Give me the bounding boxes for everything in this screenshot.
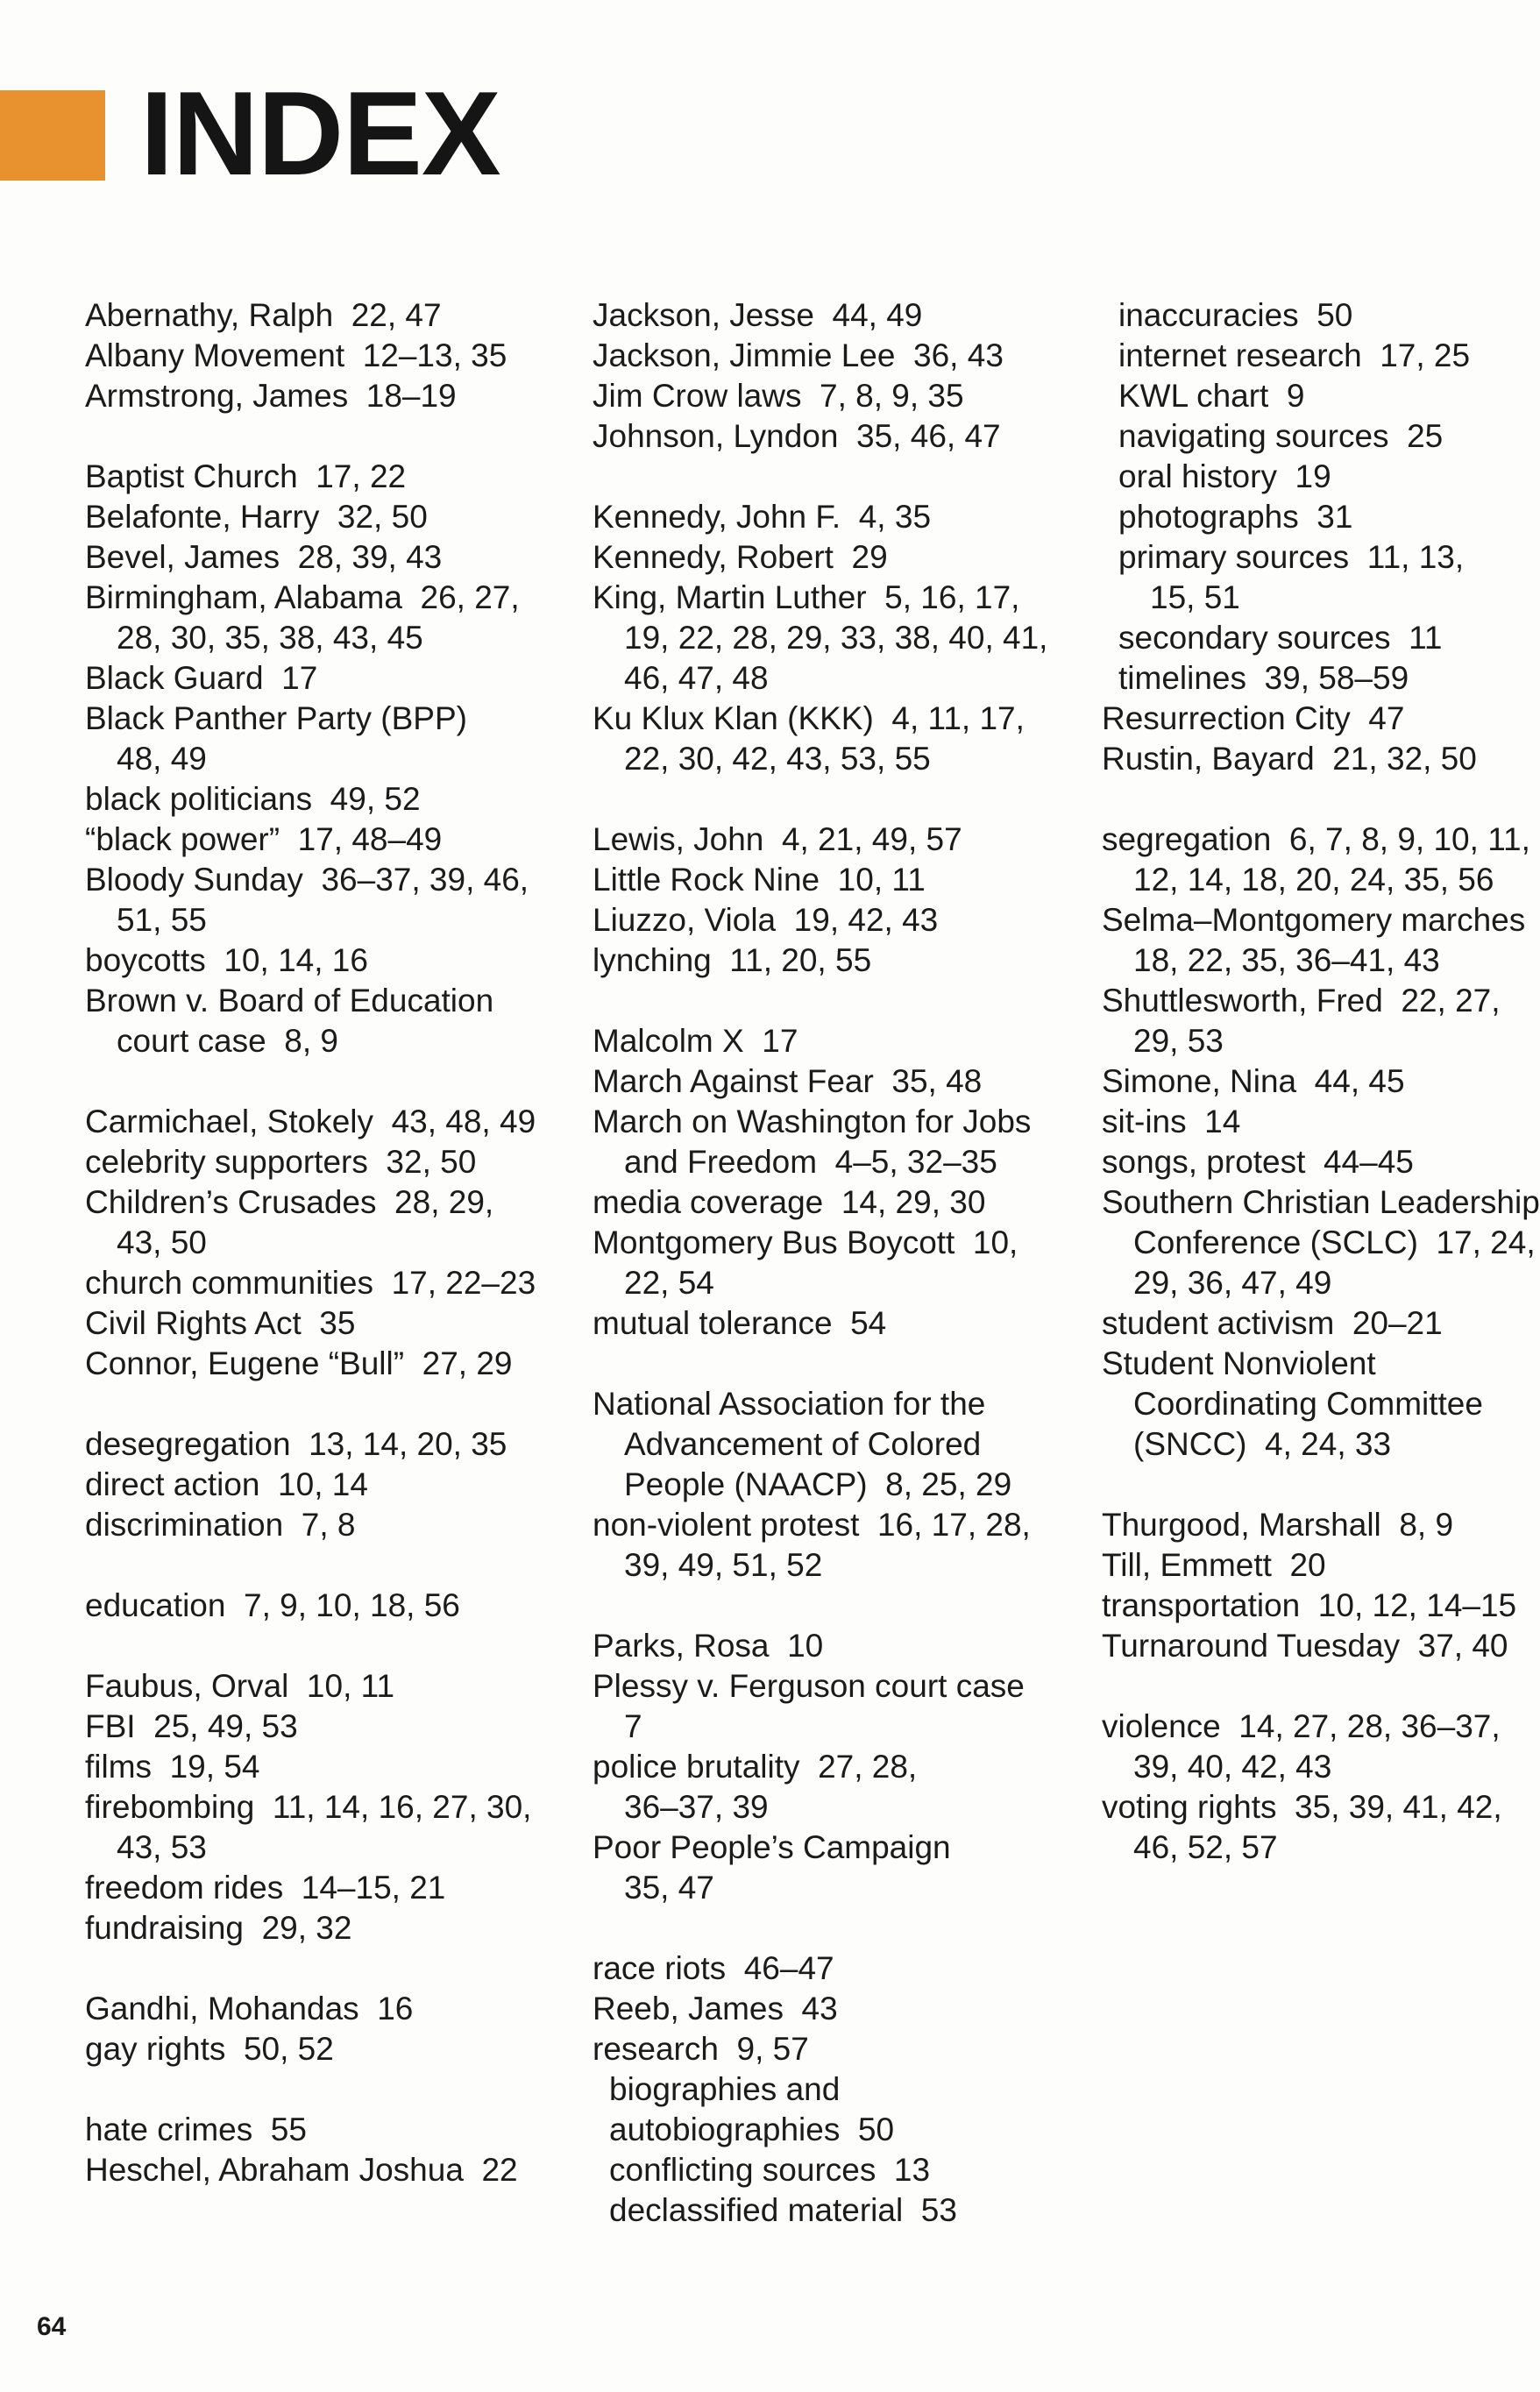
index-entry-continuation: 39, 49, 51, 52 bbox=[624, 1547, 823, 1583]
index-entry bbox=[593, 1102, 1047, 1182]
index-entry-text: direct action 10, 14 bbox=[85, 1466, 368, 1502]
index-entry-text: Kennedy, John F. 4, 35 bbox=[593, 499, 932, 535]
index-entry bbox=[593, 1828, 1047, 1908]
index-entry bbox=[593, 416, 1047, 457]
index-entry bbox=[85, 699, 536, 779]
index-entry-text: Jackson, Jesse 44, 49 bbox=[593, 297, 923, 333]
index-entry-text: Southern Christian Leadership bbox=[1102, 1184, 1540, 1220]
index-entry-text: Lewis, John 4, 21, 49, 57 bbox=[593, 821, 962, 857]
index-entry bbox=[593, 940, 1047, 981]
index-entry-text: Student Nonviolent bbox=[1102, 1345, 1376, 1381]
index-entry bbox=[593, 699, 1047, 779]
index-entry-text: secondary sources 11 bbox=[1118, 620, 1443, 656]
index-entry bbox=[593, 1384, 1047, 1505]
index-entry bbox=[593, 578, 1047, 699]
page-number: 64 bbox=[37, 2312, 67, 2341]
index-entry bbox=[593, 900, 1047, 940]
index-entry-text: Black Guard 17 bbox=[85, 660, 318, 696]
index-subentry bbox=[1102, 336, 1540, 376]
index-entry-text: Jackson, Jimmie Lee 36, 43 bbox=[593, 337, 1004, 373]
index-entry-text: Baptist Church 17, 22 bbox=[85, 458, 407, 494]
index-entry-continuation: Conference (SCLC) 17, 24, bbox=[1133, 1224, 1536, 1260]
index-entry bbox=[85, 336, 536, 376]
index-entry-continuation: 22, 54 bbox=[624, 1265, 714, 1301]
index-entry-continuation: 36–37, 39 bbox=[624, 1789, 769, 1825]
index-entry bbox=[85, 2029, 536, 2069]
index-entry-text: March Against Fear 35, 48 bbox=[593, 1063, 983, 1099]
index-entry-text: Simone, Nina 44, 45 bbox=[1102, 1063, 1405, 1099]
index-entry-continuation: 28, 30, 35, 38, 43, 45 bbox=[117, 620, 423, 656]
index-entry-text: Armstrong, James 18–19 bbox=[85, 378, 457, 414]
index-entry-text: FBI 25, 49, 53 bbox=[85, 1708, 298, 1744]
index-entry-text: Malcolm X 17 bbox=[593, 1023, 798, 1059]
index-entry bbox=[593, 1747, 1047, 1828]
index-entry-continuation: 43, 53 bbox=[117, 1829, 207, 1865]
index-entry-text: conflicting sources 13 bbox=[609, 2152, 931, 2188]
index-entry-text: media coverage 14, 29, 30 bbox=[593, 1184, 986, 1220]
index-entry-text: education 7, 9, 10, 18, 56 bbox=[85, 1587, 460, 1623]
index-entry-text: police brutality 27, 28, bbox=[593, 1749, 918, 1785]
index-entry-text: King, Martin Luther 5, 16, 17, bbox=[593, 579, 1020, 615]
index-entry-text: biographies and bbox=[609, 2071, 841, 2107]
index-entry-text: internet research 17, 25 bbox=[1118, 337, 1471, 373]
index-entry bbox=[85, 1505, 536, 1545]
index-entry-text: Gandhi, Mohandas 16 bbox=[85, 1991, 414, 2026]
index-entry bbox=[593, 1182, 1047, 1223]
index-entry-text: declassified material 53 bbox=[609, 2192, 957, 2228]
index-entry bbox=[1102, 1061, 1540, 1102]
index-entry bbox=[593, 376, 1047, 416]
index-entry bbox=[593, 1021, 1047, 1061]
index-entry bbox=[593, 336, 1047, 376]
index-entry bbox=[85, 940, 536, 981]
index-entry-text: voting rights 35, 39, 41, 42, bbox=[1102, 1789, 1502, 1825]
index-entry-continuation: 19, 22, 28, 29, 33, 38, 40, 41, bbox=[624, 620, 1048, 656]
index-entry bbox=[85, 497, 536, 537]
index-entry-text: Heschel, Abraham Joshua 22 bbox=[85, 2152, 518, 2188]
index-entry-continuation: (SNCC) 4, 24, 33 bbox=[1133, 1426, 1392, 1462]
index-entry-text: Birmingham, Alabama 26, 27, bbox=[85, 579, 520, 615]
index-entry-text: church communities 17, 22–23 bbox=[85, 1265, 536, 1301]
index-entry-continuation: 39, 40, 42, 43 bbox=[1133, 1749, 1332, 1785]
index-entry bbox=[85, 1707, 536, 1747]
index-entry-text: gay rights 50, 52 bbox=[85, 2031, 334, 2067]
index-entry-continuation: Advancement of Colored bbox=[624, 1426, 982, 1462]
index-entry-text: Abernathy, Ralph 22, 47 bbox=[85, 297, 442, 333]
index-entry bbox=[1102, 1505, 1540, 1545]
index-entry-text: lynching 11, 20, 55 bbox=[593, 942, 872, 978]
index-entry-text: Plessy v. Ferguson court case bbox=[593, 1668, 1025, 1704]
index-entry-text: March on Washington for Jobs bbox=[593, 1104, 1032, 1139]
index-entry bbox=[1102, 1626, 1540, 1666]
index-entry-text: autobiographies 50 bbox=[609, 2112, 895, 2147]
index-entry-continuation: 43, 50 bbox=[117, 1224, 207, 1260]
index-entry-text: Jim Crow laws 7, 8, 9, 35 bbox=[593, 378, 964, 414]
index-entry bbox=[85, 295, 536, 336]
index-entry bbox=[85, 376, 536, 416]
index-entry-text: segregation 6, 7, 8, 9, 10, 11, bbox=[1102, 821, 1530, 857]
index-entry-text: films 19, 54 bbox=[85, 1749, 260, 1785]
index-entry-continuation: 51, 55 bbox=[117, 902, 207, 938]
index-entry bbox=[1102, 739, 1540, 779]
index-entry-text: oral history 19 bbox=[1118, 458, 1331, 494]
index-entry bbox=[85, 2110, 536, 2150]
index-entry bbox=[85, 1182, 536, 1263]
index-entry-text: Turnaround Tuesday 37, 40 bbox=[1102, 1628, 1508, 1664]
index-entry-text: Bloody Sunday 36–37, 39, 46, bbox=[85, 862, 529, 898]
index-subentry bbox=[1102, 416, 1540, 457]
index-entry-text: discrimination 7, 8 bbox=[85, 1507, 356, 1543]
index-entry-text: photographs 31 bbox=[1118, 499, 1353, 535]
index-entry-continuation: Coordinating Committee bbox=[1133, 1386, 1483, 1422]
index-entry-text: Civil Rights Act 35 bbox=[85, 1305, 356, 1341]
index-entry bbox=[593, 1061, 1047, 1102]
index-subentry bbox=[593, 2110, 1047, 2150]
index-entry bbox=[1102, 1142, 1540, 1182]
index-entry-continuation: and Freedom 4–5, 32–35 bbox=[624, 1144, 997, 1180]
index-entry-text: Reeb, James 43 bbox=[593, 1991, 838, 2026]
index-entry bbox=[1102, 1182, 1540, 1303]
index-subentry bbox=[593, 2150, 1047, 2190]
index-entry-text: Poor People’s Campaign bbox=[593, 1829, 951, 1865]
index-column-2 bbox=[593, 295, 1047, 2231]
index-entry-text: Children’s Crusades 28, 29, bbox=[85, 1184, 494, 1220]
index-subentry bbox=[1102, 295, 1540, 336]
index-entry-text: songs, protest 44–45 bbox=[1102, 1144, 1414, 1180]
index-entry bbox=[593, 1989, 1047, 2029]
index-entry bbox=[85, 1424, 536, 1465]
index-entry-text: race riots 46–47 bbox=[593, 1950, 834, 1986]
index-entry bbox=[1102, 1707, 1540, 1787]
index-entry bbox=[593, 2029, 1047, 2069]
index-entry bbox=[85, 537, 536, 578]
index-entry bbox=[1102, 1102, 1540, 1142]
index-entry-continuation: People (NAACP) 8, 25, 29 bbox=[624, 1466, 1012, 1502]
index-entry-text: Till, Emmett 20 bbox=[1102, 1547, 1326, 1583]
index-entry-text: Kennedy, Robert 29 bbox=[593, 539, 888, 575]
index-entry bbox=[85, 1344, 536, 1384]
index-entry-text: Shuttlesworth, Fred 22, 27, bbox=[1102, 983, 1501, 1019]
index-entry-text: non-violent protest 16, 17, 28, bbox=[593, 1507, 1031, 1543]
index-entry bbox=[1102, 1344, 1540, 1465]
index-entry bbox=[85, 658, 536, 699]
index-entry-continuation: 46, 47, 48 bbox=[624, 660, 769, 696]
index-entry bbox=[593, 820, 1047, 860]
index-entry-continuation: 46, 52, 57 bbox=[1133, 1829, 1278, 1865]
index-entry-continuation: court case 8, 9 bbox=[117, 1023, 338, 1059]
index-entry-text: violence 14, 27, 28, 36–37, bbox=[1102, 1708, 1501, 1744]
index-entry-text: fundraising 29, 32 bbox=[85, 1910, 352, 1946]
index-entry-continuation: 29, 53 bbox=[1133, 1023, 1224, 1059]
index-entry-text: inaccuracies 50 bbox=[1118, 297, 1353, 333]
index-entry-text: celebrity supporters 32, 50 bbox=[85, 1144, 477, 1180]
index-entry bbox=[85, 1787, 536, 1868]
index-subentry bbox=[1102, 658, 1540, 699]
index-entry bbox=[593, 295, 1047, 336]
index-entry-text: Montgomery Bus Boycott 10, bbox=[593, 1224, 1018, 1260]
index-entry bbox=[593, 1223, 1047, 1303]
index-entry-text: timelines 39, 58–59 bbox=[1118, 660, 1409, 696]
index-entry-continuation: 18, 22, 35, 36–41, 43 bbox=[1133, 942, 1440, 978]
index-entry bbox=[85, 1465, 536, 1505]
index-entry bbox=[1102, 900, 1540, 981]
index-entry-continuation: 48, 49 bbox=[117, 741, 207, 777]
index-entry bbox=[1102, 699, 1540, 739]
index-subentry bbox=[1102, 618, 1540, 658]
index-entry bbox=[593, 1505, 1047, 1586]
index-entry-text: Little Rock Nine 10, 11 bbox=[593, 862, 926, 898]
index-entry-continuation: 15, 51 bbox=[1150, 579, 1240, 615]
index-entry-text: Bevel, James 28, 39, 43 bbox=[85, 539, 443, 575]
page-title: INDEX bbox=[140, 67, 500, 200]
index-entry-text: Rustin, Bayard 21, 32, 50 bbox=[1102, 741, 1477, 777]
index-entry-text: Ku Klux Klan (KKK) 4, 11, 17, bbox=[593, 700, 1025, 736]
index-entry-text: Albany Movement 12–13, 35 bbox=[85, 337, 507, 373]
index-entry bbox=[85, 1747, 536, 1787]
index-entry-text: Belafonte, Harry 32, 50 bbox=[85, 499, 428, 535]
index-entry bbox=[85, 1102, 536, 1142]
index-entry bbox=[593, 1948, 1047, 1989]
index-entry bbox=[85, 1989, 536, 2029]
index-entry-text: Faubus, Orval 10, 11 bbox=[85, 1668, 395, 1704]
index-entry-text: navigating sources 25 bbox=[1118, 418, 1444, 454]
index-entry-text: firebombing 11, 14, 16, 27, 30, bbox=[85, 1789, 532, 1825]
index-subentry bbox=[593, 2069, 1047, 2110]
index-entry bbox=[85, 457, 536, 497]
index-entry-text: Connor, Eugene “Bull” 27, 29 bbox=[85, 1345, 513, 1381]
index-entry-text: student activism 20–21 bbox=[1102, 1305, 1443, 1341]
index-subentry bbox=[593, 2190, 1047, 2231]
index-entry bbox=[85, 1908, 536, 1948]
index-entry bbox=[85, 1868, 536, 1908]
index-entry bbox=[1102, 820, 1540, 900]
index-entry-continuation: 7 bbox=[624, 1708, 642, 1744]
index-column-1 bbox=[85, 295, 536, 2190]
index-entry bbox=[85, 1303, 536, 1344]
index-entry-text: KWL chart 9 bbox=[1118, 378, 1305, 414]
index-entry-text: Brown v. Board of Education bbox=[85, 983, 494, 1019]
index-entry-text: hate crimes 55 bbox=[85, 2112, 307, 2147]
index-entry-text: transportation 10, 12, 14–15 bbox=[1102, 1587, 1517, 1623]
index-entry-text: National Association for the bbox=[593, 1386, 986, 1422]
index-entry-text: primary sources 11, 13, bbox=[1118, 539, 1465, 575]
index-entry-text: Johnson, Lyndon 35, 46, 47 bbox=[593, 418, 1001, 454]
index-entry bbox=[593, 497, 1047, 537]
index-entry-text: Black Panther Party (BPP) bbox=[85, 700, 467, 736]
index-entry-continuation: 29, 36, 47, 49 bbox=[1133, 1265, 1332, 1301]
index-entry bbox=[593, 537, 1047, 578]
index-entry bbox=[85, 1142, 536, 1182]
index-entry-text: Liuzzo, Viola 19, 42, 43 bbox=[593, 902, 939, 938]
index-entry-text: research 9, 57 bbox=[593, 2031, 809, 2067]
index-entry bbox=[1102, 981, 1540, 1061]
index-subentry bbox=[1102, 376, 1540, 416]
index-entry bbox=[85, 578, 536, 658]
index-entry bbox=[593, 1303, 1047, 1344]
index-entry bbox=[593, 1626, 1047, 1666]
index-subentry bbox=[1102, 537, 1540, 618]
index-entry bbox=[85, 1263, 536, 1303]
index-entry-text: black politicians 49, 52 bbox=[85, 781, 421, 817]
index-entry bbox=[85, 1586, 536, 1626]
index-entry bbox=[85, 1666, 536, 1707]
index-entry bbox=[593, 1666, 1047, 1747]
index-entry-text: “black power” 17, 48–49 bbox=[85, 821, 443, 857]
index-entry-text: mutual tolerance 54 bbox=[593, 1305, 887, 1341]
index-entry-continuation: 35, 47 bbox=[624, 1870, 714, 1906]
index-entry-text: Resurrection City 47 bbox=[1102, 700, 1405, 736]
index-entry-text: desegregation 13, 14, 20, 35 bbox=[85, 1426, 507, 1462]
index-entry bbox=[85, 860, 536, 940]
index-entry bbox=[1102, 1303, 1540, 1344]
index-entry bbox=[1102, 1787, 1540, 1868]
index-entry bbox=[1102, 1545, 1540, 1586]
index-entry-text: Thurgood, Marshall 8, 9 bbox=[1102, 1507, 1454, 1543]
index-entry bbox=[85, 820, 536, 860]
index-entry bbox=[85, 981, 536, 1061]
index-entry bbox=[85, 2150, 536, 2190]
index-entry-text: Parks, Rosa 10 bbox=[593, 1628, 824, 1664]
index-entry-text: freedom rides 14–15, 21 bbox=[85, 1870, 446, 1906]
index-entry-text: boycotts 10, 14, 16 bbox=[85, 942, 368, 978]
index-entry bbox=[85, 779, 536, 820]
index-subentry bbox=[1102, 497, 1540, 537]
index-entry-continuation: 22, 30, 42, 43, 53, 55 bbox=[624, 741, 931, 777]
index-subentry bbox=[1102, 457, 1540, 497]
index-entry bbox=[1102, 1586, 1540, 1626]
index-entry-continuation: 12, 14, 18, 20, 24, 35, 56 bbox=[1133, 862, 1494, 898]
index-entry-text: Selma–Montgomery marches bbox=[1102, 902, 1526, 938]
index-entry bbox=[593, 860, 1047, 900]
index-column-3 bbox=[1102, 295, 1540, 1868]
index-entry-text: Carmichael, Stokely 43, 48, 49 bbox=[85, 1104, 536, 1139]
index-entry-text: sit-ins 14 bbox=[1102, 1104, 1241, 1139]
